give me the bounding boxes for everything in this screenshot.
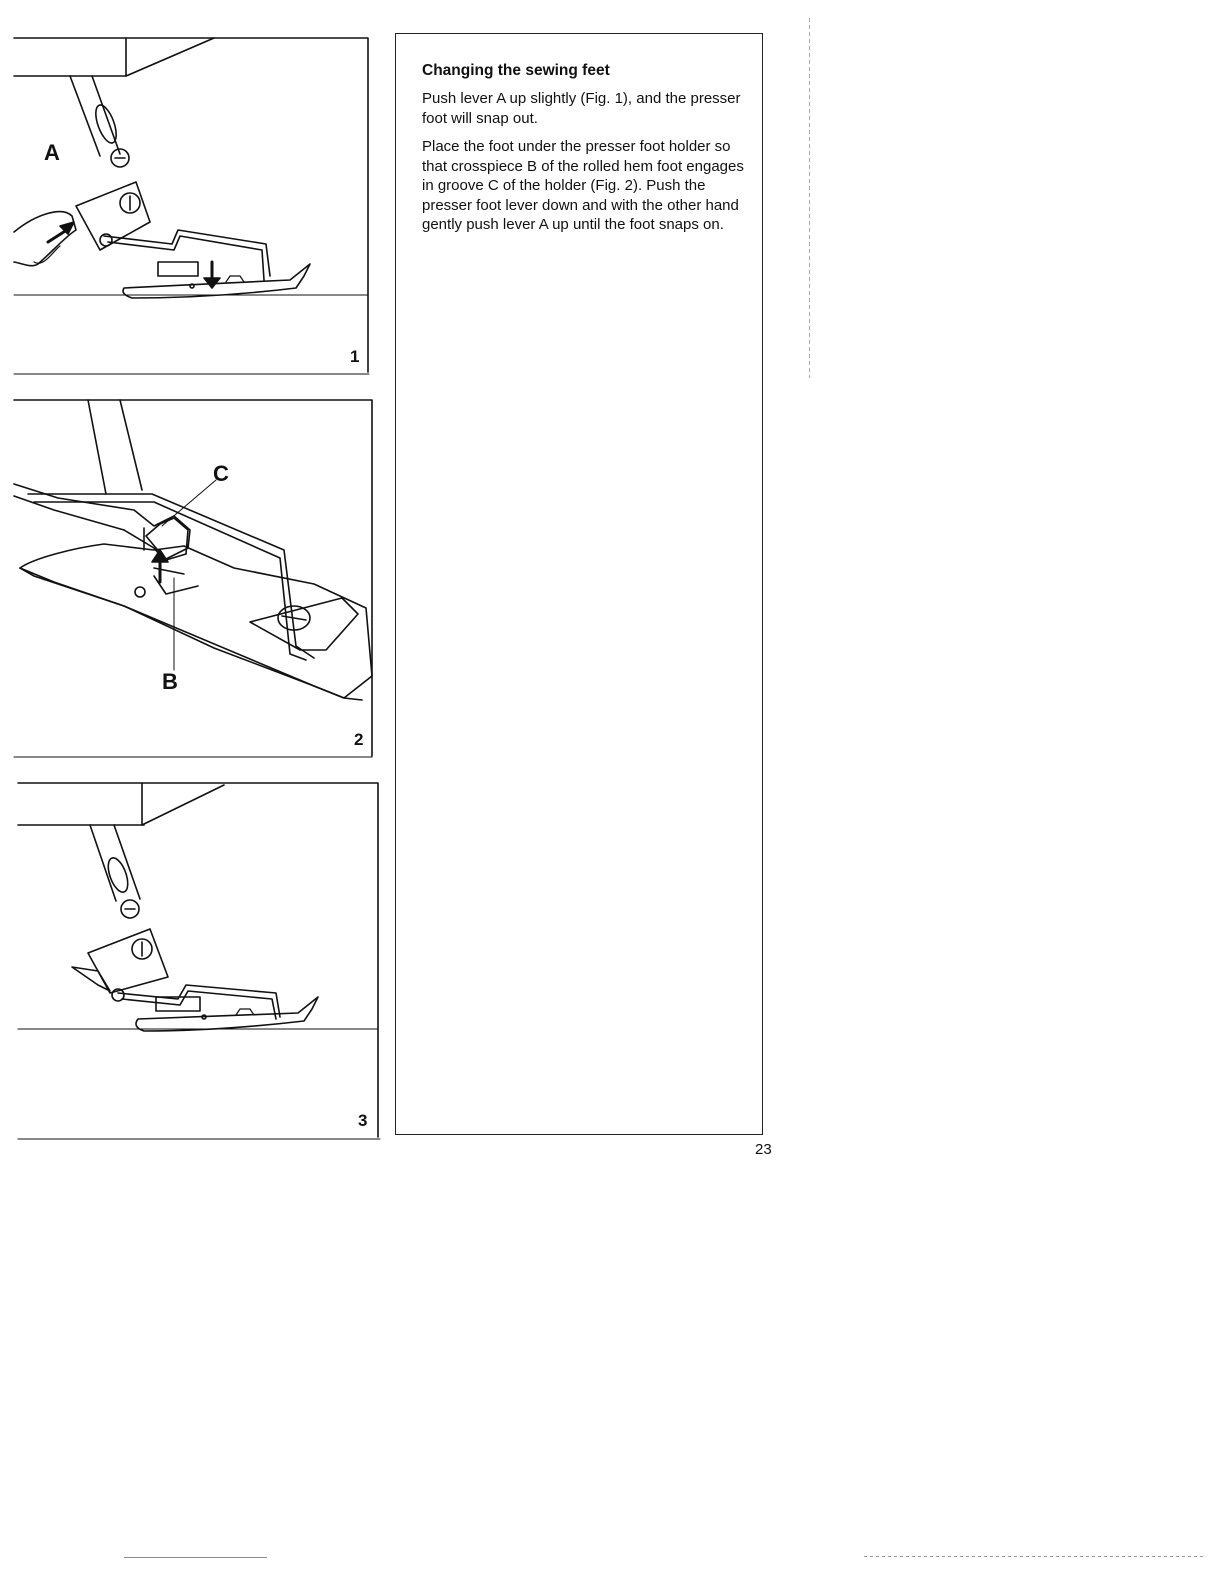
label-A: A: [44, 140, 60, 165]
instruction-box: [395, 33, 763, 1135]
figure-1: [14, 36, 372, 376]
footer-rule: [124, 1557, 267, 1558]
page-number: 23: [755, 1141, 772, 1158]
footer-dotted-rule: [864, 1556, 1204, 1557]
figure-2: [14, 398, 376, 760]
figure-3-number: 3: [358, 1111, 368, 1130]
figure-1-illustration: [14, 36, 372, 376]
label-C: C: [213, 461, 229, 486]
figure-1-number: 1: [350, 347, 360, 366]
paragraph-2: Place the foot under the presser foot holder so that crosspiece B of the rolled hem foot engages in groove C of the holder (Fig. 2). Push the presser foot lever down and with the other hand gently push lever A up until the foot snaps on.: [422, 138, 744, 233]
figure-2-number: 2: [354, 730, 364, 749]
figure-3-illustration: [18, 781, 382, 1143]
section-heading: Changing the sewing feet: [422, 62, 610, 79]
figure-3: [18, 781, 382, 1143]
instruction-text: [422, 62, 752, 244]
label-B: B: [162, 669, 178, 694]
figure-2-illustration: [14, 398, 376, 760]
paragraph-1: Push lever A up slightly (Fig. 1), and the presser foot will snap out.: [422, 90, 741, 127]
margin-line: [809, 18, 810, 378]
